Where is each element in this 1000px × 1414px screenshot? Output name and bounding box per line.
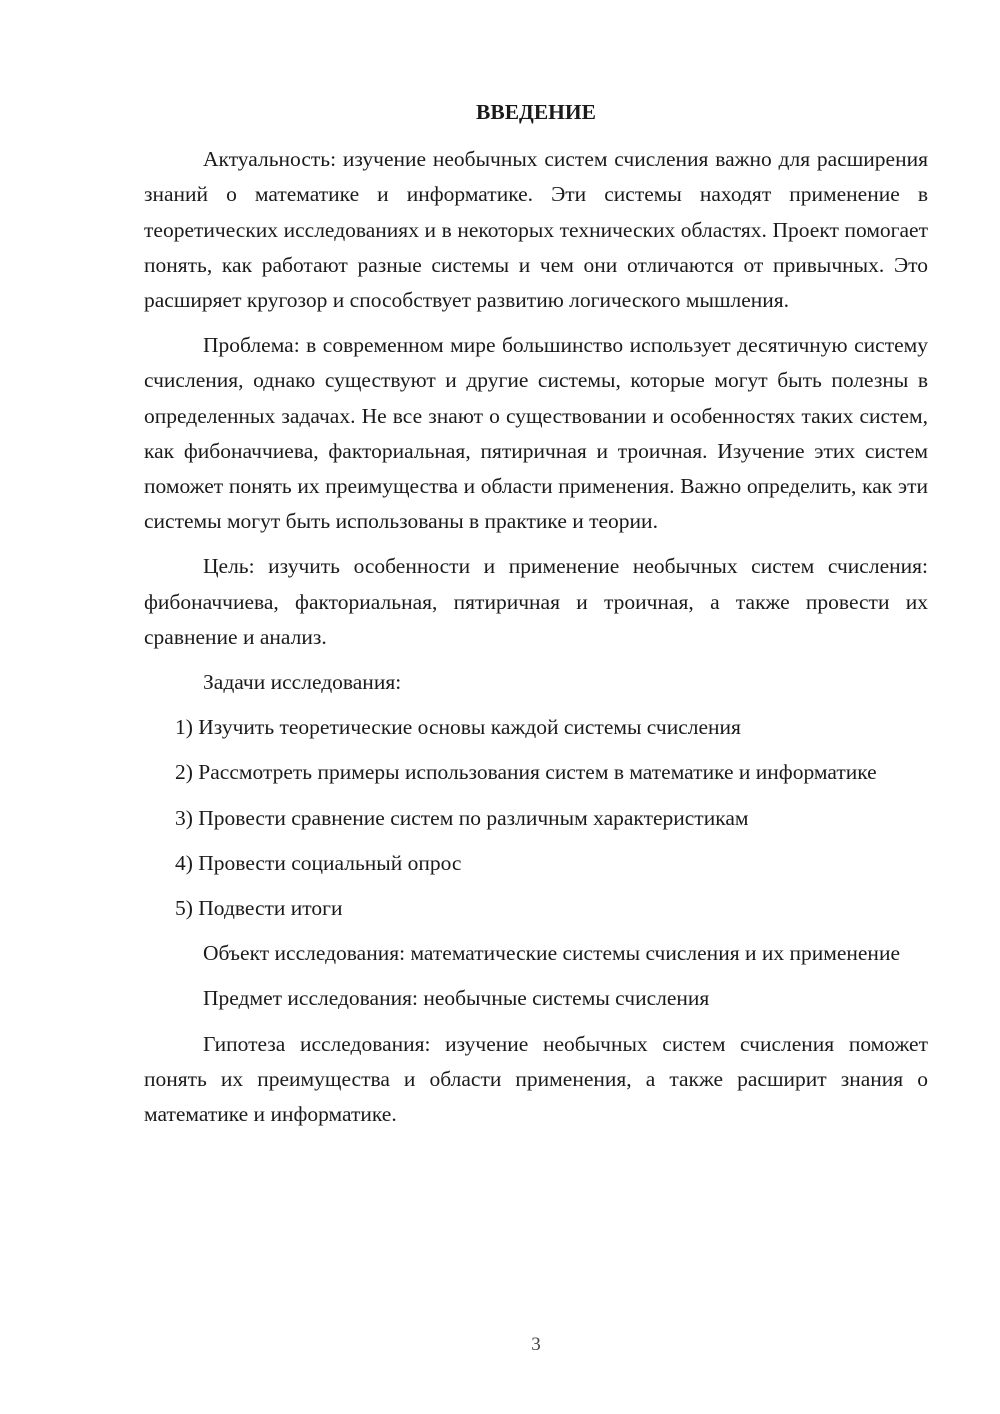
task-item-5: 5) Подвести итоги [175,896,343,921]
task-item-4: 4) Провести социальный опрос [175,850,462,875]
page-number: 3 [531,1334,541,1355]
relevance-paragraph: Актуальность: изучение необычных систем счисления важно для расширения знаний о математике и информатике. Эти системы находят применение в теоретических исследованиях и в некоторых технических областях. Проект помогает понять, как работают разные системы и чем они отличаются от привычных. Это расширяет кругозор и способствует развитию логического мышления. [144,147,928,313]
task-item-3: 3) Провести сравнение систем по различным характеристикам [175,805,749,830]
tasks-heading: Задачи исследования: [203,670,402,695]
problem-paragraph: Проблема: в современном мире большинство использует десятичную систему счисления, однако существуют и другие системы, которые могут быть полезны в определенных задачах. Не все знают о существовании и особенностях таких систем, как фибоначчиева, факториальная, пятиричная и троичная. Изучение этих систем поможет понять их преимущества и области применения. Важно определить, как эти системы могут быть использованы в практике и теории. [144,333,928,534]
goal-paragraph: Цель: изучить особенности и применение необычных систем счисления: фибоначчиева, факториальная, пятиричная и троичная, а также провести их сравнение и анализ. [144,554,928,649]
page-content [144,95,928,1142]
task-item-2: 2) Рассмотреть примеры использования систем в математике и информатике [175,760,877,785]
object-paragraph: Объект исследования: математические системы счисления и их применение [203,941,900,966]
section-title: ВВЕДЕНИЕ [476,100,596,124]
subject-paragraph: Предмет исследования: необычные системы счисления [203,986,710,1011]
task-item-1: 1) Изучить теоретические основы каждой системы счисления [175,715,741,740]
hypothesis-paragraph: Гипотеза исследования: изучение необычных систем счисления поможет понять их преимущества и области применения, а также расширит знания о математике и информатике. [144,1031,928,1127]
